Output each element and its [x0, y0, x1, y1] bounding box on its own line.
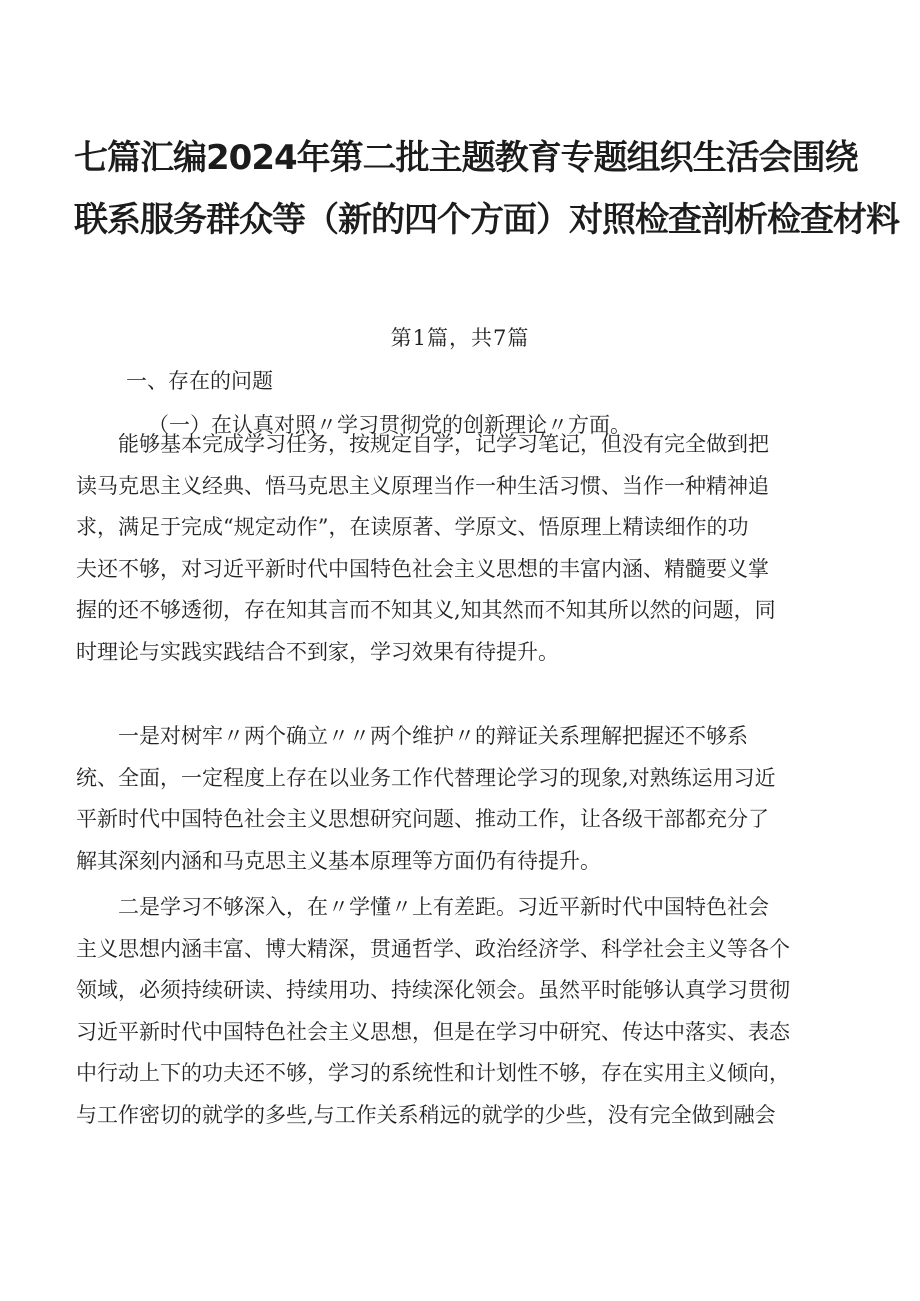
paragraph-line: 能够基本完成学习任务，按规定自学，记学习笔记，但没有完全做到把	[76, 432, 769, 456]
paragraph-line: 读马克思主义经典、悟马克思主义原理当作一种生活习惯、当作一种精神追	[76, 473, 769, 498]
subsection-heading: （一）在认真对照〃学习贯彻党的创新理论〃方面。	[148, 413, 631, 437]
paragraph-2	[76, 716, 856, 882]
paragraph-3	[76, 887, 856, 1136]
paragraph-line: 一是对树牢〃两个确立〃〃两个维护〃的辩证关系理解把握还不够系	[76, 724, 748, 748]
paragraph-line: 二是学习不够深入，在〃学懂〃上有差距。习近平新时代中国特色社会	[76, 895, 769, 919]
paragraph-line: 统、全面，一定程度上存在以业务工作代替理论学习的现象,对熟练运用习近	[76, 765, 776, 790]
paragraph-line: 夫还不够，对习近平新时代中国特色社会主义思想的丰富内涵、精髓要义掌	[76, 556, 769, 581]
paragraph-line: 主义思想内涵丰富、博大精深，贯通哲学、政治经济学、科学社会主义等各个	[76, 936, 790, 961]
part-indicator: 第1篇，共7篇	[390, 326, 530, 350]
paragraph-line: 时理论与实践实践结合不到家，学习效果有待提升。	[76, 639, 559, 664]
paragraph-line: 习近平新时代中国特色社会主义思想，但是在学习中研究、传达中落实、表态	[76, 1019, 790, 1044]
paragraph-line: 与工作密切的就学的多些,与工作关系稍远的就学的少些，没有完全做到融会	[76, 1102, 776, 1127]
document-title-line-1: 七篇汇编2024年第二批主题教育专题组织生活会围绕	[74, 138, 858, 178]
paragraph-line: 握的还不够透彻，存在知其言而不知其义,知其然而不知其所以然的问题，同	[76, 598, 776, 622]
paragraph-line: 求，满足于完成“规定动作”，在读原著、学原文、悟原理上精读细作的功	[76, 515, 749, 539]
paragraph-line: 领域，必须持续研读、持续用功、持续深化领会。虽然平时能够认真学习贯彻	[76, 978, 790, 1002]
paragraph-line: 平新时代中国特色社会主义思想研究问题、推动工作，让各级干部都充分了	[76, 807, 769, 831]
document-title-line-2: 联系服务群众等（新的四个方面）对照检查剖析检查材料	[74, 200, 899, 240]
paragraph-line: 解其深刻内涵和马克思主义基本原理等方面仍有待提升。	[76, 848, 601, 873]
paragraph-line: 中行动上下的功夫还不够，学习的系统性和计划性不够，存在实用主义倾向，	[76, 1061, 790, 1085]
paragraph-1	[76, 424, 856, 673]
section-heading: 一、存在的问题	[126, 369, 273, 393]
